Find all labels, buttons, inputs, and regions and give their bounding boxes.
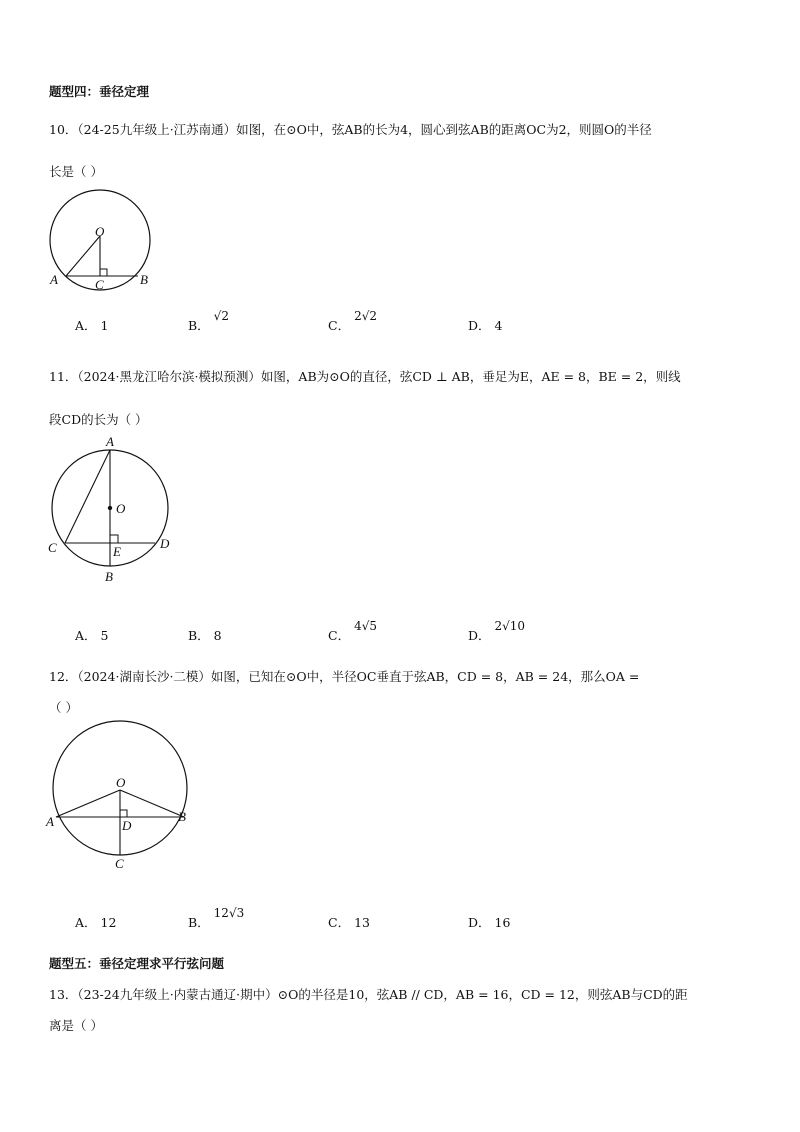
label-o: O — [116, 775, 126, 790]
q10-option-a: A． 1 — [75, 318, 109, 333]
q11-option-b: B． 8 — [188, 628, 222, 643]
section-heading-4: 题型四：垂径定理 — [49, 84, 150, 99]
q12-option-c: C． 13 — [328, 915, 370, 930]
question-10-line1: 10．（24-25九年级上·江苏南通）如图，在⊙O中，弦AB的长为4，圆心到弦AB的距离OC为2，则圆O的半径 — [49, 122, 652, 137]
right-angle-mark — [110, 535, 118, 543]
q12-option-a: A． 12 — [75, 915, 117, 930]
q11-option-a: A． 5 — [75, 628, 109, 643]
q11-option-c: C． 4√5 — [328, 619, 377, 643]
question-13-line1: 13．（23-24九年级上·内蒙古通辽·期中）⊙O的半径是10，弦AB // CD，AB = 16，CD = 12，则弦AB与CD的距 — [49, 987, 688, 1002]
label-b: B — [178, 809, 186, 824]
label-b: B — [140, 272, 148, 287]
question-12-line1: 12．（2024·湖南长沙·二模）如图，已知在⊙O中，半径OC垂直于弦AB，CD = 8，AB = 24，那么OA = — [49, 669, 640, 684]
label-a: A — [50, 272, 58, 287]
label-o: O — [95, 224, 105, 239]
q10-option-c: C． 2√2 — [328, 309, 377, 333]
question-12-figure — [40, 718, 200, 873]
label-d: D — [160, 536, 170, 551]
question-12-line2: （ ） — [49, 700, 78, 715]
question-13-line2: 离是（ ） — [49, 1018, 103, 1033]
question-10-line2: 长是（ ） — [49, 164, 103, 179]
label-a: A — [46, 814, 54, 829]
q10-option-b: B． √2 — [188, 309, 229, 333]
question-11-line1: 11．（2024·黑龙江哈尔滨·模拟预测）如图，AB为⊙O的直径，弦CD ⊥ AB，垂足为E，AE = 8，BE = 2，则线 — [49, 369, 681, 384]
label-b: B — [105, 569, 113, 584]
section-heading-5: 题型五：垂径定理求平行弦问题 — [49, 956, 225, 971]
center-point — [108, 506, 112, 510]
label-e: E — [113, 544, 121, 559]
segment-oa — [66, 236, 100, 276]
question-11-line2: 段CD的长为（ ） — [49, 412, 148, 427]
label-c: C — [115, 856, 124, 871]
q12-option-d: D． 16 — [468, 915, 511, 930]
segment-ob — [120, 790, 184, 817]
q10-option-d: D． 4 — [468, 318, 503, 333]
label-d: D — [122, 818, 132, 833]
question-10-figure — [40, 188, 180, 298]
right-angle-mark — [100, 269, 107, 276]
label-c: C — [95, 277, 104, 292]
question-11-figure — [40, 432, 190, 587]
label-a: A — [106, 434, 114, 449]
segment-oa — [56, 790, 120, 817]
label-o: O — [116, 501, 126, 516]
right-angle-mark — [120, 810, 127, 817]
label-c: C — [48, 540, 57, 555]
q12-option-b: B． 12√3 — [188, 906, 245, 930]
q11-option-d: D． 2√10 — [468, 619, 526, 643]
